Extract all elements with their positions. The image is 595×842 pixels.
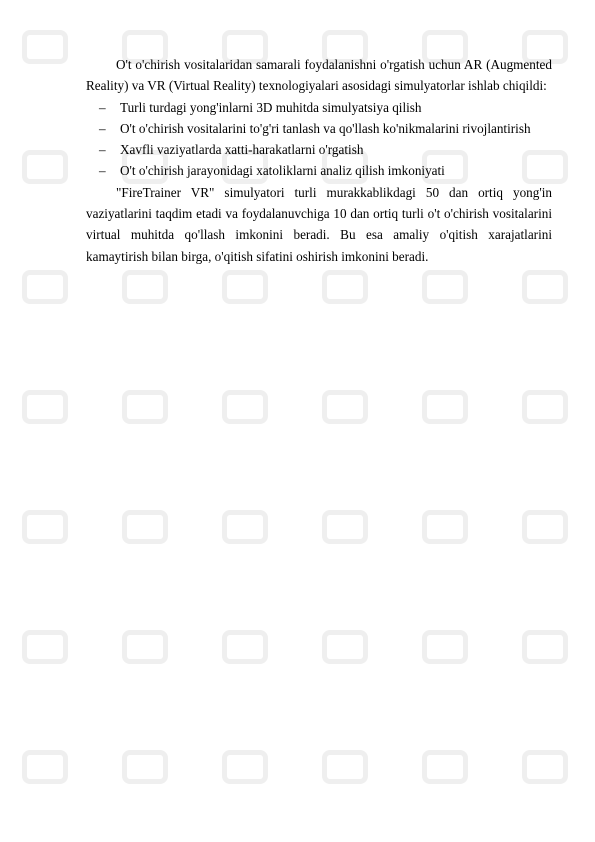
watermark-tile [22,630,68,664]
watermark-tile [322,630,368,664]
watermark-tile [422,750,468,784]
watermark-tile [222,270,268,304]
list-item-text: O't o'chirish jarayonidagi xatoliklarni analiz qilish imkoniyati [120,163,445,179]
watermark-tile [322,510,368,544]
list-item [86,139,552,160]
list-item [86,118,552,139]
watermark-tile [322,750,368,784]
closing-paragraph: "FireTrainer VR" simulyatori turli murakkablikdagi 50 dan ortiq yong'in vaziyatlarini taqdim etadi va foydalanuvchiga 10 dan ortiq turli o't o'chirish vositalarini virtual muhitda qo'llash imkonini beradi. Bu esa amaliy o'qitish xarajatlarini kamaytirish bilan birga, o'qitish sifatini oshirish imkonini beradi. [86,184,552,264]
watermark-tile [422,390,468,424]
watermark-tile [222,750,268,784]
watermark-tile [22,390,68,424]
watermark-tile [122,630,168,664]
watermark-tile [522,270,568,304]
watermark-tile [522,510,568,544]
list-item-text: Turli turdagi yong'inlarni 3D muhitda simulyatsiya qilish [120,99,422,115]
watermark-tile [222,630,268,664]
watermark-tile [522,750,568,784]
list-item [86,97,552,118]
watermark-tile [422,270,468,304]
list-item-text: O't o'chirish vositalarini to'g'ri tanlash va qo'llash ko'nikmalarini rivojlantirish [120,120,531,136]
dash-bullet-icon: – [99,142,106,158]
intro-paragraph: O't o'chirish vositalaridan samarali foydalanishni o'rgatish uchun AR (Augmented Reality) va VR (Virtual Reality) texnologiyalari asosidagi simulyatorlar ishlab chiqildi: [86,57,552,94]
list-item-text: Xavfli vaziyatlarda xatti-harakatlarni o'rgatish [120,142,364,158]
watermark-tile [522,390,568,424]
feature-list [86,97,552,182]
watermark-tile [522,630,568,664]
watermark-tile [322,270,368,304]
watermark-tile [22,30,68,64]
watermark-tile [222,390,268,424]
watermark-tile [322,390,368,424]
watermark-tile [22,750,68,784]
dash-bullet-icon: – [99,120,106,136]
watermark-tile [422,630,468,664]
watermark-tile [22,150,68,184]
dash-bullet-icon: – [99,163,106,179]
document-page [86,54,552,267]
watermark-tile [222,510,268,544]
watermark-tile [122,390,168,424]
watermark-tile [122,510,168,544]
watermark-tile [22,270,68,304]
watermark-tile [122,270,168,304]
list-item [86,160,552,181]
dash-bullet-icon: – [99,99,106,115]
watermark-tile [422,510,468,544]
watermark-tile [22,510,68,544]
watermark-tile [122,750,168,784]
